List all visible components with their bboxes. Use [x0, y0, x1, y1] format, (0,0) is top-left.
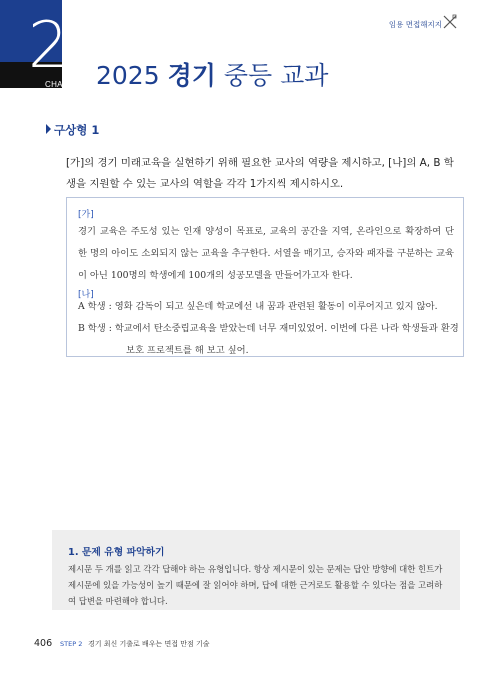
- info-title: 1. 문제 유형 파악하기: [68, 547, 165, 558]
- pen-ruler-icon: [442, 14, 458, 30]
- student-b-label: B 학생 :: [78, 323, 112, 334]
- student-b-text-1: 학교에서 탄소중립교육을 받았는데 너무 재미있었어. 이번에 다른 나라 학생들과 환경: [114, 323, 459, 334]
- page-number: 406: [34, 638, 53, 649]
- page-title: [96, 56, 328, 92]
- footer-step: STEP 2: [60, 640, 83, 648]
- tag-ga: [가]: [78, 210, 94, 220]
- tag-na: [나]: [78, 290, 94, 300]
- info-body: 제시문 두 개를 읽고 각각 답해야 하는 유형입니다. 항상 제시문이 있는 문제는 답안 방향에 대한 힌트가 제시문에 있을 가능성이 높기 때문에 잘 읽어야 하며, 답에 대한 근거로도 활용할 수 있다는 점을 고려하여 답변을 마련해야 합니다.: [68, 564, 443, 606]
- student-a: [78, 296, 460, 318]
- student-b: [78, 318, 460, 362]
- running-header: 임용 면접해지지: [388, 20, 442, 29]
- chapter-number: 2: [28, 9, 69, 83]
- section-marker-icon: [46, 124, 51, 134]
- passage-text: 경기 교육은 주도성 있는 인재 양성이 목표로, 교육의 공간을 지역, 온라인으로 확장하여 단 한 명의 아이도 소외되지 않는 교육을 추구한다. 서열을 매기고, 승자와 패자를 구분하는 교육이 아닌 100명의 학생에게 100개의 성공모델을 만들어가고자 한다.: [78, 226, 454, 281]
- student-a-label: A 학생 :: [78, 301, 112, 312]
- title-region: 경기: [167, 61, 216, 90]
- chapter-label: CHAPTER: [45, 80, 86, 89]
- student-b-text-2: 보호 프로젝트를 해 보고 싶어.: [126, 345, 249, 356]
- student-a-text: 영화 감독이 되고 싶은데 학교에선 내 꿈과 관련된 활동이 이루어지고 있지 않아.: [114, 301, 438, 312]
- question-text: [가]의 경기 미래교육을 실현하기 위해 필요한 교사의 역량을 제시하고, [나]의 A, B 학생을 지원할 수 있는 교사의 역할을 각각 1가지씩 제시하시오.: [66, 157, 454, 190]
- footer-text: 경기 최신 기출로 배우는 면접 만점 기술: [88, 640, 210, 648]
- title-year: 2025: [96, 61, 160, 90]
- title-rest: 중등 교과: [223, 61, 329, 90]
- section-heading: 구상형 1: [54, 123, 100, 137]
